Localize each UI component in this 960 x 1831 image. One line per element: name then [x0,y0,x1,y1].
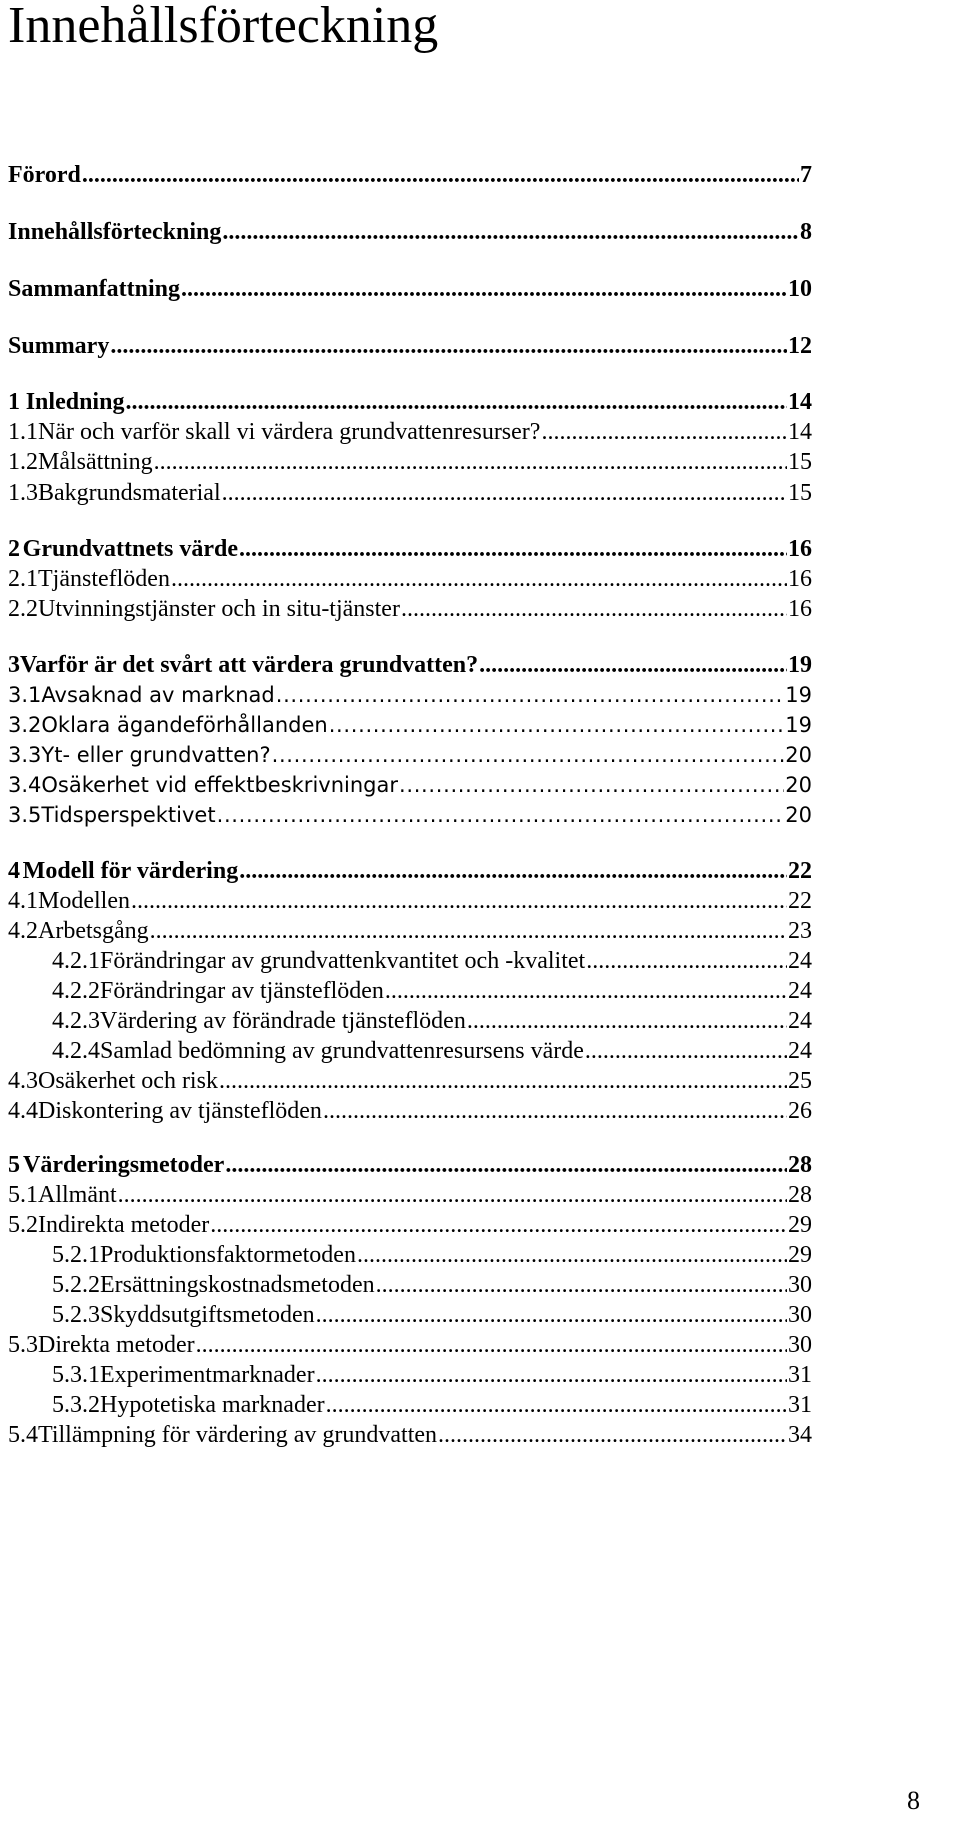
toc-entry-page: 15 [788,449,812,475]
toc-entry[interactable] [8,740,812,770]
toc-entry-page: 34 [788,1422,812,1448]
toc-entry-title: Tillämpning för värdering av grundvatten [38,1422,438,1448]
toc-entry-page: 24 [788,948,812,974]
toc-entry-number: 3.1 [8,683,42,707]
toc-entry-page: 26 [788,1098,812,1124]
toc-entry-page: 24 [788,978,812,1004]
toc-entry[interactable] [52,976,812,1006]
toc-entry-number: 1 [8,389,20,415]
dot-leader [376,1270,787,1300]
toc-entry-number: 4.3 [8,1068,38,1094]
dot-leader [438,1420,787,1450]
dot-leader [316,1360,787,1390]
toc-entry-page: 23 [788,918,812,944]
toc-entry-number: 3 [8,652,20,678]
toc-entry-page: 20 [785,773,812,797]
toc-entry-page: 7 [800,162,812,188]
dot-leader [110,331,787,361]
toc-entry[interactable] [8,886,812,916]
toc-entry-page: 16 [788,596,812,622]
toc-entry-page: 15 [788,480,812,506]
dot-leader [239,534,787,564]
dot-leader [323,1096,787,1126]
toc-entry-number: 2 [8,536,20,562]
toc-entry-page: 24 [788,1008,812,1034]
dot-leader [239,856,787,886]
dot-leader [586,946,787,976]
toc-entry[interactable] [8,650,812,680]
dot-leader [479,650,787,680]
toc-entry-number: 3.4 [8,773,42,797]
toc-entry-title: Tjänsteflöden [38,566,170,592]
toc-entry-title: Samlad bedömning av grundvattenresursens värde [100,1038,584,1064]
toc-entry-page: 31 [788,1392,812,1418]
toc-entry-page: 20 [785,743,812,767]
toc-entry[interactable] [8,680,812,710]
toc-entry[interactable] [52,1036,812,1066]
toc-entry-page: 29 [788,1242,812,1268]
dot-leader [219,1066,787,1096]
toc-entry[interactable] [8,1420,812,1450]
toc-entry-title: Modellen [38,888,130,914]
toc-entry[interactable] [8,916,812,946]
toc-entry[interactable] [8,1150,812,1180]
toc-entry-title: Utvinningstjänster och in situ-tjänster [38,596,400,622]
toc-entry[interactable] [8,387,812,417]
toc-entry-title: Skyddsutgiftsmetoden [100,1302,315,1328]
toc-entry-number: 2.2 [8,596,38,622]
dot-leader [196,1330,787,1360]
toc-entry-title: Förord [8,162,81,188]
dot-leader [131,886,787,916]
toc-entry-number: 4.2.1 [52,948,100,974]
toc-entry-title: Osäkerhet och risk [38,1068,218,1094]
dot-leader [541,417,787,447]
toc-entry-title: Summary [8,333,110,359]
toc-entry[interactable] [8,594,812,624]
toc-entry-title: När och varför skall vi värdera grundvattenresurser? [38,419,541,445]
toc-entry-title: Inledning [25,389,125,415]
toc-entry-title: Värdering av förändrade tjänsteflöden [100,1008,466,1034]
page-title: Innehållsförteckning [8,0,439,54]
toc-entry-title: Förändringar av grundvattenkvantitet och -kvalitet [100,948,586,974]
toc-entry-number: 5.2 [8,1212,38,1238]
toc-entry-page: 19 [788,652,812,678]
toc-entry-number: 3.5 [8,803,42,827]
toc-entry-page: 12 [788,333,812,359]
dot-leader [357,1240,787,1270]
toc-entry-number: 4 [8,858,20,884]
dot-leader [171,564,787,594]
toc-entry-page: 30 [788,1272,812,1298]
toc-entry-number: 5.2.1 [52,1242,100,1268]
toc-entry[interactable] [52,1240,812,1270]
toc-entry[interactable] [8,800,812,830]
toc-entry[interactable] [8,1330,812,1360]
toc-entry[interactable] [52,1360,812,1390]
toc-entry-title: Sammanfattning [8,276,181,302]
dot-leader [181,274,787,304]
toc-entry-page: 28 [788,1182,812,1208]
toc-entry-title: Yt- eller grundvatten? [41,743,271,767]
toc-entry-title: Produktionsfaktormetoden [100,1242,356,1268]
dot-leader [399,770,784,800]
toc-entry-page: 30 [788,1302,812,1328]
toc-entry-title: Allmänt [38,1182,117,1208]
toc-entry[interactable] [8,1180,812,1210]
toc-entry-number: 1.3 [8,480,38,506]
toc-entry-number: 2.1 [8,566,38,592]
toc-entry[interactable] [8,160,812,190]
dot-leader [585,1036,787,1066]
dot-leader [225,1150,787,1180]
toc-entry-page: 19 [785,713,812,737]
toc-entry-page: 30 [788,1332,812,1358]
toc-entry-title: Indirekta metoder [38,1212,210,1238]
toc-entry[interactable] [52,946,812,976]
toc-entry[interactable] [52,1006,812,1036]
toc-entry-number: 5.4 [8,1422,38,1448]
toc-entry[interactable] [8,1210,812,1240]
toc-entry-number: 5.3 [8,1332,38,1358]
dot-leader [125,387,787,417]
toc-entry-number: 5.2.2 [52,1272,100,1298]
toc-entry-title: Oklara ägandeförhållanden [41,713,328,737]
dot-leader [222,217,799,247]
toc-entry-number: 5.2.3 [52,1302,100,1328]
dot-leader [210,1210,787,1240]
toc-entry-title: Förändringar av tjänsteflöden [100,978,384,1004]
dot-leader [316,1300,787,1330]
toc-entry-page: 16 [788,536,812,562]
toc-entry-title: Diskontering av tjänsteflöden [38,1098,322,1124]
toc-entry-number: 5.1 [8,1182,38,1208]
toc-entry-page: 16 [788,566,812,592]
toc-entry-title: Varför är det svårt att värdera grundvatten? [20,652,479,678]
toc-entry-title: Ersättningskostnadsmetoden [100,1272,375,1298]
toc-entry-page: 14 [788,419,812,445]
toc-entry-page: 22 [788,858,812,884]
toc-entry[interactable] [8,217,812,247]
toc-entry-title: Bakgrundsmaterial [38,480,221,506]
toc-entry-page: 24 [788,1038,812,1064]
toc-entry-number: 5 [8,1152,20,1178]
dot-leader [401,594,787,624]
toc-entry[interactable] [8,417,812,447]
dot-leader [150,916,787,946]
toc-entry-page: 14 [788,389,812,415]
toc-entry-title: Osäkerhet vid effektbeskrivningar [41,773,398,797]
toc-entry-number: 4.2.2 [52,978,100,1004]
toc-entry[interactable] [8,274,812,304]
toc-entry-number: 5.3.1 [52,1362,100,1388]
dot-leader [118,1180,787,1210]
toc-entry-title: Modell för värdering [22,858,239,884]
dot-leader [467,1006,787,1036]
toc-entry-title: Grundvattnets värde [22,536,239,562]
toc-entry-page: 28 [788,1152,812,1178]
toc-entry-number: 4.2 [8,918,38,944]
toc-entry[interactable] [8,1096,812,1126]
dot-leader [154,447,787,477]
toc-entry[interactable] [8,856,812,886]
toc-entry[interactable] [8,1066,812,1096]
dot-leader [82,160,799,190]
toc-entry-page: 10 [788,276,812,302]
toc-entry[interactable] [8,331,812,361]
toc-entry[interactable] [52,1390,812,1420]
toc-entry-number: 5.3.2 [52,1392,100,1418]
dot-leader [385,976,787,1006]
toc-entry-page: 25 [788,1068,812,1094]
toc-entry-page: 8 [800,219,812,245]
toc-entry-title: Avsaknad av marknad [41,683,275,707]
toc-entry-title: Värderingsmetoder [23,1152,225,1178]
toc-entry-number: 1.1 [8,419,38,445]
toc-entry-title: Tidsperspektivet [41,803,216,827]
toc-entry[interactable] [8,770,812,800]
toc-entry-number: 3.2 [8,713,42,737]
toc-entry-number: 4.4 [8,1098,38,1124]
toc-entry-title: Arbetsgång [38,918,149,944]
toc-entry[interactable] [8,534,812,564]
toc-entry[interactable] [52,1300,812,1330]
toc-entry-number: 4.1 [8,888,38,914]
dot-leader [222,478,787,508]
page-number: 8 [907,1786,920,1815]
dot-leader [217,800,785,830]
toc-entry[interactable] [8,564,812,594]
toc-entry-title: Direkta metoder [38,1332,195,1358]
toc-entry[interactable] [8,447,812,477]
dot-leader [272,740,785,770]
toc-entry-title: Experimentmarknader [100,1362,315,1388]
toc-entry-title: Hypotetiska marknader [100,1392,325,1418]
toc-entry[interactable] [8,710,812,740]
toc-entry-page: 19 [785,683,812,707]
toc-entry-page: 29 [788,1212,812,1238]
toc-entry-number: 1.2 [8,449,38,475]
dot-leader [276,680,785,710]
toc-entry-number: 4.2.3 [52,1008,100,1034]
toc-entry-page: 20 [785,803,812,827]
toc-entry-title: Målsättning [38,449,153,475]
toc-entry-page: 22 [788,888,812,914]
toc-entry-title: Innehållsförteckning [8,219,222,245]
dot-leader [326,1390,787,1420]
toc-entry-number: 4.2.4 [52,1038,100,1064]
toc-entry[interactable] [52,1270,812,1300]
toc-entry[interactable] [8,478,812,508]
dot-leader [329,710,785,740]
toc-entry-number: 3.3 [8,743,42,767]
toc-entry-page: 31 [788,1362,812,1388]
